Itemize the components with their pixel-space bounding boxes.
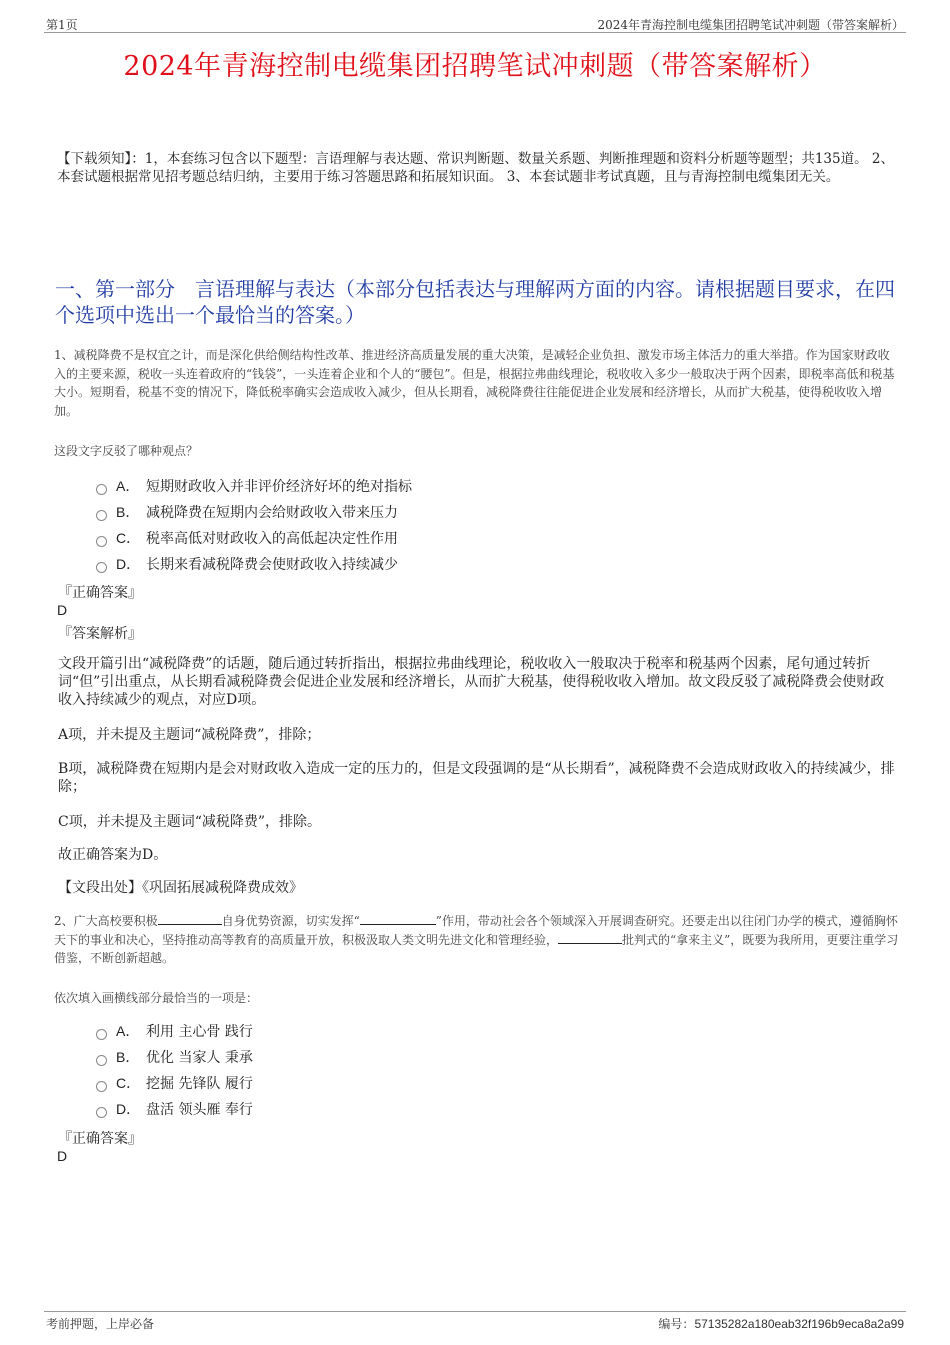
radio-icon[interactable] — [96, 1055, 107, 1066]
analysis-paragraph: A项，并未提及主题词“减税降费”，排除； — [58, 727, 321, 743]
question-1-options — [96, 473, 412, 577]
option-a[interactable] — [96, 1018, 253, 1044]
option-c[interactable] — [96, 525, 412, 551]
radio-icon[interactable] — [96, 484, 107, 495]
option-d[interactable] — [96, 1096, 253, 1122]
analysis-label: 『答案解析』 — [58, 626, 142, 642]
radio-icon[interactable] — [96, 1107, 107, 1118]
analysis-paragraph: B项，减税降费在短期内是会对财政收入造成一定的压力的，但是文段强调的是“从长期看”，减税降费不会造成财政收入的持续减少，排除； — [58, 761, 895, 795]
source-citation: 【文段出处】《巩固拓展减税降费成效》 — [58, 880, 303, 896]
footer-slogan: 考前押题，上岸必备 — [46, 1317, 155, 1331]
document-title: 2024年青海控制电缆集团招聘笔试冲刺题（带答案解析） — [123, 51, 827, 82]
question-1-text: 1、减税降费不是权宜之计，而是深化供给侧结构性改革、推进经济高质量发展的重大决策，是减轻企业负担、激发市场主体活力的重大举措。作为国家财政收入的主要来源，税收一头连着政府的“钱袋”，一头连着企业和个人的“腰包”。但是，根据拉弗曲线理论，税收收入多少一般取决于两个因素，即税率高低和税基大小。短期看，税基不变的情况下，降低税率确实会造成收入减少，但从长期看，减税降费往往能促进企业发展和经济增长，从而扩大税基，使得税收收入增加。 — [54, 348, 895, 418]
option-letter: D． — [116, 556, 141, 572]
radio-icon[interactable] — [96, 1029, 107, 1040]
option-c[interactable] — [96, 1070, 253, 1096]
option-b[interactable] — [96, 1044, 253, 1070]
option-letter: C． — [116, 530, 141, 546]
option-text: 减税降费在短期内会给财政收入带来压力 — [146, 505, 398, 521]
fill-blank — [360, 912, 436, 925]
page-footer — [44, 1311, 906, 1332]
radio-icon[interactable] — [96, 510, 107, 521]
option-text: 税率高低对财政收入的高低起决定性作用 — [146, 531, 398, 547]
option-letter: B． — [116, 504, 140, 520]
option-text: 短期财政收入并非评价经济好坏的绝对指标 — [146, 479, 412, 495]
download-notice: 【下载须知】：1，本套练习包含以下题型：言语理解与表达题、常识判断题、数量关系题、判断推理题和资料分析题等题型；共135道。 2、本套试题根据常见招考题总结归纳，主要用于练习答题思路和拓展知识面。 3、本套试题非考试真题，且与青海控制电缆集团无关。 — [57, 151, 894, 185]
option-letter: A． — [116, 478, 140, 494]
question-2-options — [96, 1018, 253, 1122]
fill-blank — [158, 912, 222, 925]
option-letter: B． — [116, 1049, 140, 1065]
radio-icon[interactable] — [96, 1081, 107, 1092]
answer-value: D — [57, 1148, 68, 1164]
radio-icon[interactable] — [96, 536, 107, 547]
option-text: 长期来看减税降费会使财政收入持续减少 — [146, 557, 398, 573]
option-text: 挖掘 先锋队 履行 — [146, 1076, 253, 1092]
header-doc-title: 2024年青海控制电缆集团招聘笔试冲刺题（带答案解析） — [597, 18, 904, 32]
question-1-prompt: 这段文字反驳了哪种观点？ — [54, 444, 199, 458]
radio-icon[interactable] — [96, 562, 107, 573]
option-letter: D． — [116, 1101, 141, 1117]
option-letter: A． — [116, 1023, 140, 1039]
answer-value: D — [57, 602, 68, 618]
question-2-text: 2、广大高校要积极 自身优势资源，切实发挥“ ”作用，带动社会各个领域深入开展调查研究。还要走出以往闭门办学的模式，遵循胸怀天下的事业和决心，坚持推动高等教育的高质量开放，积极汲取人类文明先进文化和管理经验， 批判式的“拿来主义”，既要为我所用，更要注重学习借鉴，不断创新超越。 — [54, 914, 899, 965]
section-heading: 一、第一部分 言语理解与表达（本部分包括表达与理解两方面的内容。请根据题目要求，在四个选项中选出一个最恰当的答案。） — [55, 277, 895, 327]
option-b[interactable] — [96, 499, 412, 525]
answer-label: 『正确答案』 — [58, 585, 142, 601]
option-text: 利用 主心骨 践行 — [146, 1024, 253, 1040]
page-number: 第1页 — [46, 18, 78, 32]
analysis-paragraph: 文段开篇引出“减税降费”的话题，随后通过转折指出，根据拉弗曲线理论，税收收入一般取决于税率和税基两个因素，尾句通过转折词“但”引出重点，从长期看减税降费会促进企业发展和经济增长，从而扩大税基，使得税收收入增加。故文段反驳了减税降费会使财政收入持续减少的观点，对应D项。 — [58, 656, 885, 708]
analysis-paragraph: 故正确答案为D。 — [58, 847, 168, 863]
question-2-prompt: 依次填入画横线部分最恰当的一项是： — [54, 991, 259, 1005]
option-d[interactable] — [96, 551, 412, 577]
option-text: 优化 当家人 秉承 — [146, 1050, 253, 1066]
page-header — [44, 14, 906, 33]
fill-blank — [558, 931, 622, 944]
option-a[interactable] — [96, 473, 412, 499]
option-text: 盘活 领头雁 奉行 — [146, 1102, 253, 1118]
document-code: 编号：57135282a180eab32f196b9eca8a2a99 — [658, 1317, 904, 1331]
analysis-paragraph: C项，并未提及主题词“减税降费”，排除。 — [58, 814, 322, 830]
answer-label: 『正确答案』 — [58, 1131, 142, 1147]
option-letter: C． — [116, 1075, 141, 1091]
